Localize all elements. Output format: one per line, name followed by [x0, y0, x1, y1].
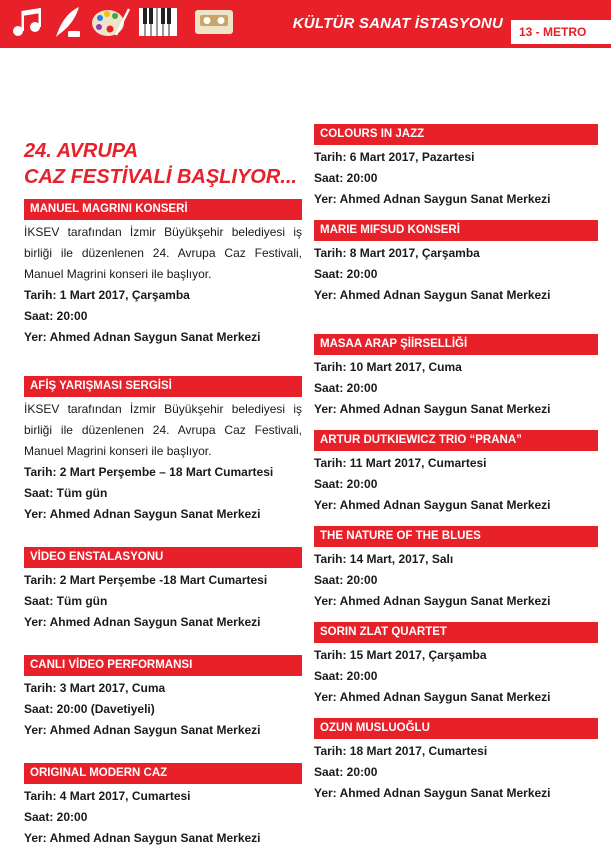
event-place: Yer: Ahmed Adnan Saygun Sanat Merkezi [24, 831, 261, 845]
event-time: Saat: 20:00 [314, 171, 378, 185]
event-title: MARIE MIFSUD KONSERİ [314, 220, 598, 241]
event-date: Tarih: 8 Mart 2017, Çarşamba [314, 246, 480, 260]
event-date: Tarih: 2 Mart Perşembe -18 Mart Cumartesi [24, 573, 268, 587]
event-place: Yer: Ahmed Adnan Saygun Sanat Merkezi [314, 498, 551, 512]
event-title: AFİŞ YARIŞMASI SERGİSİ [24, 376, 302, 397]
event-title: ORIGINAL MODERN CAZ [24, 763, 302, 784]
left-column [24, 199, 302, 849]
event-time: Saat: 20:00 [314, 267, 378, 281]
feather-quill-icon [52, 5, 82, 44]
event-block [314, 334, 598, 420]
event-time: Saat: Tüm gün [24, 594, 108, 608]
piano-keys-icon [138, 6, 178, 43]
event-date: Tarih: 1 Mart 2017, Çarşamba [24, 288, 190, 302]
event-date: Tarih: 15 Mart 2017, Çarşamba [314, 648, 487, 662]
event-block [24, 199, 302, 348]
event-time: Saat: 20:00 [314, 669, 378, 683]
event-date: Tarih: 3 Mart 2017, Cuma [24, 681, 166, 695]
event-description: İKSEV tarafından İzmir Büyükşehir belediyesi iş birliği ile düzenlenen 24. Avrupa Caz Festivali, Manuel Magrini konseri ile başlıyor. [24, 402, 302, 458]
event-time: Saat: 20:00 [24, 810, 88, 824]
music-notes-icon [10, 6, 44, 43]
event-place: Yer: Ahmed Adnan Saygun Sanat Merkezi [314, 288, 551, 302]
event-time: Saat: 20:00 (Davetiyeli) [24, 702, 155, 716]
event-date: Tarih: 2 Mart Perşembe – 18 Mart Cumartesi [24, 465, 274, 479]
event-title: CANLI VİDEO PERFORMANSI [24, 655, 302, 676]
event-block [24, 655, 302, 741]
event-place: Yer: Ahmed Adnan Saygun Sanat Merkezi [24, 507, 261, 521]
event-title: MASAA ARAP ŞİİRSELLİĞİ [314, 334, 598, 355]
right-column [314, 124, 598, 804]
event-title: SORIN ZLAT QUARTET [314, 622, 598, 643]
event-date: Tarih: 6 Mart 2017, Pazartesi [314, 150, 475, 164]
event-place: Yer: Ahmed Adnan Saygun Sanat Merkezi [314, 192, 551, 206]
event-time: Saat: 20:00 [314, 477, 378, 491]
article-title-line-1: 24. AVRUPA [24, 140, 139, 162]
event-block [24, 763, 302, 849]
header-bar [0, 0, 611, 48]
header-icons [10, 6, 234, 42]
event-time: Saat: 20:00 [314, 381, 378, 395]
event-block [314, 220, 598, 306]
page-number-tab: 13 - METRO [511, 20, 611, 44]
event-title: ARTUR DUTKIEWICZ TRIO “PRANA” [314, 430, 598, 451]
event-block [314, 718, 598, 804]
event-time: Saat: Tüm gün [24, 486, 108, 500]
paint-palette-icon [90, 5, 130, 44]
cassette-tape-icon [194, 8, 234, 41]
section-title: KÜLTÜR SANAT İSTASYONU [292, 15, 503, 32]
article-title [24, 138, 314, 190]
event-block [314, 124, 598, 210]
event-block [314, 430, 598, 516]
event-time: Saat: 20:00 [314, 573, 378, 587]
event-place: Yer: Ahmed Adnan Saygun Sanat Merkezi [314, 594, 551, 608]
event-block [314, 622, 598, 708]
event-place: Yer: Ahmed Adnan Saygun Sanat Merkezi [24, 723, 261, 737]
event-place: Yer: Ahmed Adnan Saygun Sanat Merkezi [314, 786, 551, 800]
event-title: THE NATURE OF THE BLUES [314, 526, 598, 547]
event-date: Tarih: 4 Mart 2017, Cumartesi [24, 789, 191, 803]
event-block [24, 547, 302, 633]
event-title: VİDEO ENSTALASYONU [24, 547, 302, 568]
event-description: İKSEV tarafından İzmir Büyükşehir belediyesi iş birliği ile düzenlenen 24. Avrupa Caz Festivali, Manuel Magrini konseri ile başlıyor. [24, 225, 302, 281]
event-date: Tarih: 10 Mart 2017, Cuma [314, 360, 462, 374]
event-block [24, 376, 302, 525]
event-title: COLOURS IN JAZZ [314, 124, 598, 145]
event-place: Yer: Ahmed Adnan Saygun Sanat Merkezi [314, 402, 551, 416]
event-place: Yer: Ahmed Adnan Saygun Sanat Merkezi [24, 330, 261, 344]
event-time: Saat: 20:00 [24, 309, 88, 323]
event-place: Yer: Ahmed Adnan Saygun Sanat Merkezi [24, 615, 261, 629]
event-title: MANUEL MAGRINI KONSERİ [24, 199, 302, 220]
event-title: OZUN MUSLUOĞLU [314, 718, 598, 739]
event-date: Tarih: 18 Mart 2017, Cumartesi [314, 744, 488, 758]
event-time: Saat: 20:00 [314, 765, 378, 779]
event-date: Tarih: 14 Mart, 2017, Salı [314, 552, 454, 566]
article-title-line-2: CAZ FESTİVALİ BAŞLIYOR... [24, 166, 297, 188]
event-place: Yer: Ahmed Adnan Saygun Sanat Merkezi [314, 690, 551, 704]
event-block [314, 526, 598, 612]
event-date: Tarih: 11 Mart 2017, Cumartesi [314, 456, 487, 470]
